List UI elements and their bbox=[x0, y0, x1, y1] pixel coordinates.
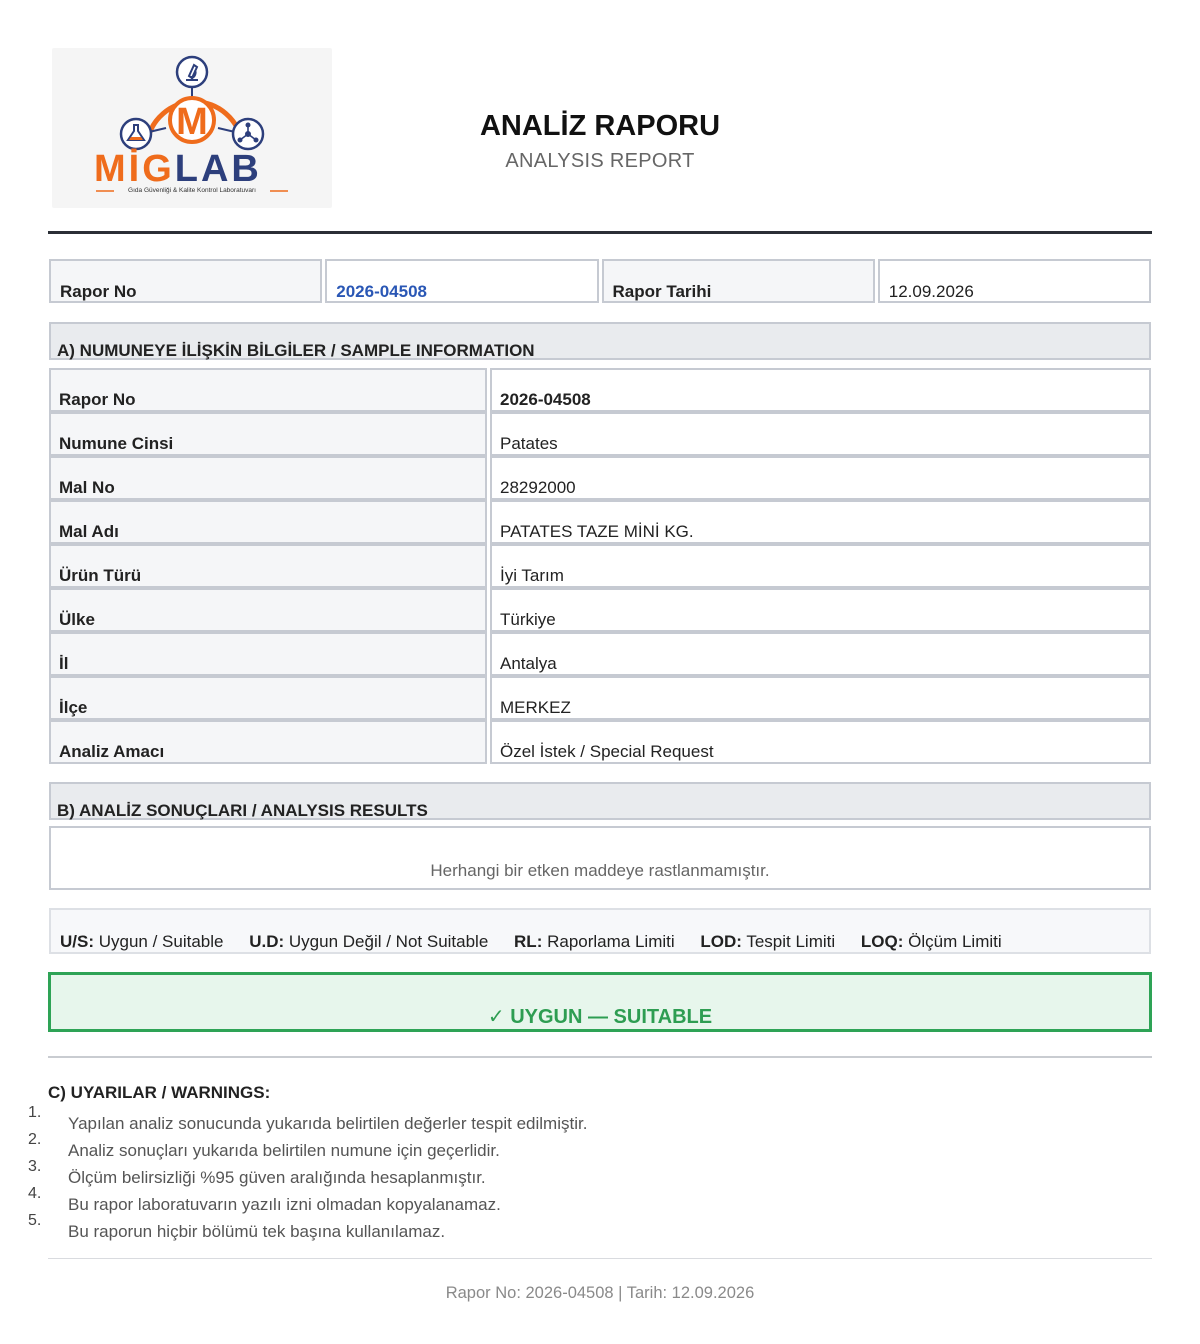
row-value: PATATES TAZE MİNİ KG. bbox=[490, 500, 1151, 544]
logo-tagline: Gıda Güvenliği & Kalite Kontrol Laboratuvarı bbox=[128, 187, 256, 194]
table-row bbox=[49, 544, 1151, 588]
flask-icon bbox=[121, 119, 151, 149]
row-value: Antalya bbox=[490, 632, 1151, 676]
row-label: İlçe bbox=[49, 676, 487, 720]
report-subtitle: ANALYSIS REPORT bbox=[505, 150, 695, 172]
row-label: Rapor No bbox=[49, 368, 487, 412]
report-no-value[interactable]: 2026-04508 bbox=[325, 259, 598, 303]
legend-item: LOQ: Ölçüm Limiti bbox=[860, 932, 1002, 951]
report-info-row bbox=[49, 259, 1151, 303]
row-label: Mal No bbox=[49, 456, 487, 500]
table-row bbox=[49, 632, 1151, 676]
row-value: 28292000 bbox=[490, 456, 1151, 500]
abbreviation-legend bbox=[49, 908, 1151, 954]
table-row bbox=[49, 588, 1151, 632]
legend-item: U/S: Uygun / Suitable bbox=[60, 932, 224, 951]
legend-item: LOD: Tespit Limiti bbox=[700, 932, 836, 951]
row-value: Patates bbox=[490, 412, 1151, 456]
report-no-label: Rapor No bbox=[49, 259, 322, 303]
section-a-header: A) NUMUNEYE İLİŞKİN BİLGİLER / SAMPLE INFORMATION bbox=[49, 322, 1151, 360]
report-title: ANALİZ RAPORU bbox=[479, 110, 721, 142]
list-item: 1. Yapılan analiz sonucunda yukarıda belirtilen değerler tespit edilmiştir. bbox=[28, 1104, 588, 1133]
list-item: 4. Bu rapor laboratuvarın yazılı izni olmadan kopyalanamaz. bbox=[28, 1185, 501, 1214]
warnings-list bbox=[0, 1104, 1200, 1245]
section-divider bbox=[48, 1056, 1152, 1058]
row-label: Ülke bbox=[49, 588, 487, 632]
row-label: Analiz Amacı bbox=[49, 720, 487, 764]
list-item: 2. Analiz sonuçları yukarıda belirtilen numune için geçerlidir. bbox=[28, 1131, 500, 1160]
page-footer: Rapor No: 2026-04508 | Tarih: 12.09.2026 bbox=[445, 1284, 755, 1302]
table-row bbox=[49, 500, 1151, 544]
list-item: 5. Bu raporun hiçbir bölümü tek başına kullanılamaz. bbox=[28, 1212, 446, 1241]
row-label: Ürün Türü bbox=[49, 544, 487, 588]
report-date-label: Rapor Tarihi bbox=[602, 259, 875, 303]
sample-info-table bbox=[49, 368, 1151, 764]
lab-logo bbox=[52, 48, 332, 208]
verdict-banner: ✓ UYGUN — SUITABLE bbox=[48, 972, 1152, 1032]
table-row bbox=[49, 412, 1151, 456]
list-item: 3. Ölçüm belirsizliği %95 güven aralığında hesaplanmıştır. bbox=[28, 1158, 486, 1187]
row-label: İl bbox=[49, 632, 487, 676]
microscope-icon bbox=[177, 57, 207, 87]
footer-divider bbox=[48, 1258, 1152, 1259]
logo-wordmark: MİGLAB bbox=[94, 148, 262, 190]
row-label: Numune Cinsi bbox=[49, 412, 487, 456]
legend-item: RL: Raporlama Limiti bbox=[514, 932, 675, 951]
section-b-header: B) ANALİZ SONUÇLARI / ANALYSIS RESULTS bbox=[49, 782, 1151, 820]
table-row bbox=[49, 456, 1151, 500]
header-divider bbox=[48, 231, 1152, 234]
svg-text:M: M bbox=[176, 101, 208, 143]
analysis-results-text: Herhangi bir etken maddeye rastlanmamıştır. bbox=[49, 826, 1151, 890]
report-date-value: 12.09.2026 bbox=[878, 259, 1151, 303]
legend-item: U.D: Uygun Değil / Not Suitable bbox=[249, 932, 489, 951]
row-value: 2026-04508 bbox=[490, 368, 1151, 412]
row-value: Türkiye bbox=[490, 588, 1151, 632]
row-label: Mal Adı bbox=[49, 500, 487, 544]
table-row bbox=[49, 720, 1151, 764]
table-row bbox=[49, 368, 1151, 412]
row-value: Özel İstek / Special Request bbox=[490, 720, 1151, 764]
row-value: İyi Tarım bbox=[490, 544, 1151, 588]
section-c-header: C) UYARILAR / WARNINGS: bbox=[48, 1083, 271, 1102]
row-value: MERKEZ bbox=[490, 676, 1151, 720]
table-row bbox=[49, 676, 1151, 720]
